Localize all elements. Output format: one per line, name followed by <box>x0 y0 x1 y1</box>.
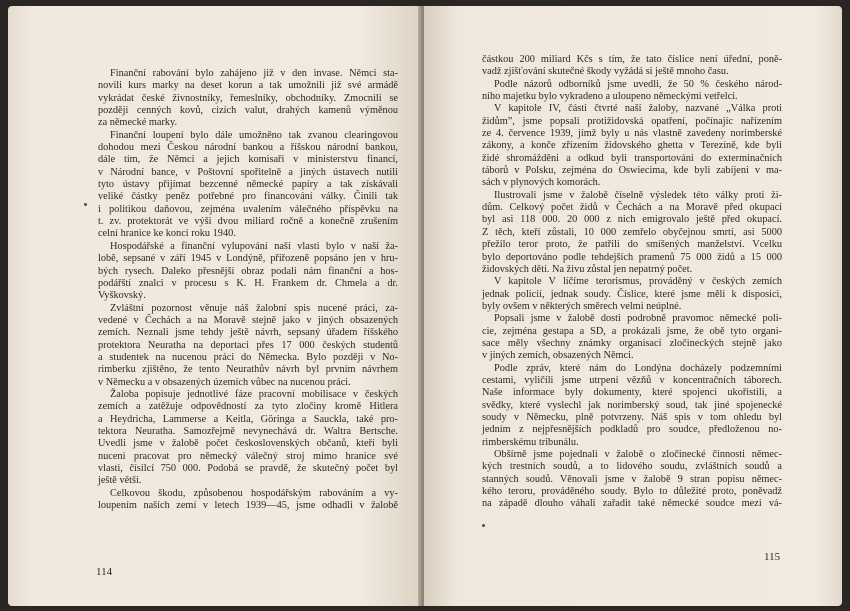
ink-speck <box>84 203 87 206</box>
text-line: tyto ústavy přijímat bezcenné německé papíry a tak získávali <box>98 179 398 191</box>
text-line: cestami, vyličili jsme utrpení vězňů v koncentračních táborech. <box>482 374 782 386</box>
left-page-text <box>98 68 398 512</box>
text-line: částkou 200 miliard Kčs s tím, že tato číslice není úřední, poně- <box>482 54 782 65</box>
text-line: židé shromážděni a odkud byli transportováni do exterminačních <box>482 152 782 164</box>
text-line: židovských dětí. Na živu zůstal jen nepatrný počet. <box>482 263 693 275</box>
ink-speck <box>482 524 485 527</box>
text-line: t. zv. protektorát ve výši dvou miliard ročně a konečně zrušením <box>98 216 398 228</box>
text-line: Finanční loupení bylo dále umožněno tak zvanou clearingovou <box>110 129 398 141</box>
text-line: protektora Neuratha na deportaci přes 17 000 českých studentů <box>98 339 398 351</box>
text-line: jednak policií, jednak soudy. Číslice, které jsme měli k disposici, <box>482 288 782 300</box>
text-line: Hospodářské a finanční vylupování naší vlasti bylo v naší ža- <box>110 240 398 252</box>
text-line: Vyškovský. <box>98 290 146 302</box>
text-line: za německé marky. <box>98 117 178 129</box>
text-line: byl asi 118 000. 20 000 z nich emigrovalo ještě před okupací. <box>482 214 782 226</box>
text-line: cie, zejména gestapa a SD, a prokázali jsme, že obě tyto organi- <box>482 325 782 337</box>
text-line: Popsali jsme v žalobě dosti podrobně pravomoc německé poli- <box>494 313 782 325</box>
text-line: židům”, jsme popsali protižidovská opatření, počínajíc nařízením <box>482 115 782 127</box>
text-line: a studentek na nucenou práci do Německa. Bylo později v No- <box>98 351 398 363</box>
text-line: Ilustrovali jsme v žalobě číselně výsledek této války proti ži- <box>494 189 782 201</box>
text-line: sace měly všechny známky organisací zločineckých stejně jako <box>482 337 782 349</box>
text-line: Naše informace byly dokumenty, které spojenci ukořistili, a <box>482 387 782 399</box>
text-line: ještě větší. <box>98 475 142 487</box>
text-line: ního majetku bylo vykradeno a uloupeno německými vetřelci. <box>482 91 738 103</box>
text-line: Podle názorů odborníků jsme uvedli, že 50 % českého národ- <box>494 78 782 90</box>
text-line: dále tím, že Němci a jejich komisaři v ministerstvu financí, <box>98 154 398 166</box>
text-line: novili kurs marky na deset korun a tak umožnili již své armádě <box>98 80 398 92</box>
text-line: celní hranice ke konci roku 1940. <box>98 228 236 240</box>
text-line: Uvedli jsme v žalobě počet československých občanů, kteří byli <box>98 438 398 450</box>
text-line: soudy v Německu, plně potvrzeny. Náš spis v tom ohledu byl <box>482 411 782 423</box>
text-line: táborů v Polsku, zejména do Oswiecima, kde byli zabíjeni v ma- <box>482 165 782 177</box>
text-line: rimberku zjištěno, že tento Neurathův návrh byl prvním návrhem <box>98 364 398 376</box>
left-page <box>8 6 422 606</box>
left-page-number: 114 <box>96 566 113 578</box>
text-line: V kapitole IV, části čtvrté naší žaloby, nazvané „Válka proti <box>494 103 782 115</box>
text-line: V kapitole V líčíme terorismus, prováděný v českých zemích <box>494 276 782 288</box>
text-line: podářští znalci v procesu s K. H. Frankem dr. Chmela a dr. <box>98 277 398 289</box>
text-line: rimberskému tribunálu. <box>482 436 579 448</box>
text-line: později cenných kovů, cizích valut, drahých kamenů výměnou <box>98 105 398 117</box>
text-line: vykrádat české živnostníky, řemeslníky, obchodníky. Zmocnili se <box>98 92 398 104</box>
text-line: byly ovšem v některých směrech velmi neúplné. <box>482 300 682 312</box>
text-line: Podle zpráv, které nám do Londýna docházely podzemními <box>494 362 782 374</box>
text-line: v Německu a v obsazených územích vůbec na nucenou práci. <box>98 376 351 388</box>
text-line: vedené v Čechách a na Moravě stejně jako v jiných obsazených <box>98 314 398 326</box>
text-line: svědky, které vyslechl jak norimberský soud, tak jiné spojenecké <box>482 399 782 411</box>
text-line: Zvláštní pozornost věnuje náš žalobní spis nucené práci, za- <box>110 302 398 314</box>
text-line: stanných soudů. Věnovali jsme v žalobě 9 stran popisu němec- <box>482 473 782 485</box>
text-line: loupením naších zemí v letech 1939—45, jsme odhadli v žalobě <box>98 500 398 512</box>
text-line: vlasti, čísilcí 750 000. Podobá se pravdě, že skutečný počet byl <box>98 463 398 474</box>
text-line: Finanční rabování bylo zahájeno již v den invase. Němci sta- <box>110 68 398 79</box>
right-page-text <box>482 54 782 511</box>
text-line: ze 4. července 1939, jímž byly u nás vlastně zavedeny norimberské <box>482 128 782 140</box>
text-line: bylo deportováno podle tehdejších pramenů 75 000 židů a 15 000 <box>482 251 782 263</box>
text-line: přežilo teror proto, že patřili do smíšených manželství. Vcelku <box>482 239 782 251</box>
text-line: dohodou mezi Českou národní bankou a říšskou národní bankou, <box>98 142 398 154</box>
text-line: Žaloba popisuje jednotlivé fáze pracovní mobilisace v českých <box>110 388 398 400</box>
text-line: kého teroru, prováděného soudy. Bylo to důležité proto, poněvadž <box>482 486 782 498</box>
text-line: sách v plynových komorách. <box>482 177 601 189</box>
text-line: lobě, sepsané v září 1945 v Londýně, přiřozeně popsáno jen v hru- <box>98 253 398 265</box>
text-line: dům. Celkový počet židů v Čechách a na Moravě před okupací <box>482 202 782 214</box>
text-line: na západě dlouho váhali zařadit také německé soudce mezi vá- <box>482 498 782 510</box>
text-line: i politikou daňovou, zejména uvalením válečného příspěvku na <box>98 203 398 215</box>
text-line: v Národní bance, v Poštovní spořitelně a jiných ústavech nutili <box>98 166 398 178</box>
text-line: nuceni pracovat pro německý válečný stroj mimo hranice své <box>98 450 398 462</box>
text-line: bých rysech. Daleko přesnější obraz podali nám finanční a hos- <box>98 265 398 277</box>
text-line: Z těch, kteří zůstali, 10 000 zemřelo obyčejnou smrtí, asi 5000 <box>482 226 782 238</box>
text-line: tektora Neuratha. Samozřejmě nevynechává dr. Waltra Bertsche. <box>98 425 398 437</box>
text-line: zemích. Neznali jsme tehdy ještě návrh, sepsaný úřadem říšského <box>98 327 398 339</box>
text-line: vadž zjišťování skutečné škody vyžádá si ještě mnoho času. <box>482 66 729 78</box>
text-line: Obšírně jsme pojednali v žalobě o zločinecké činnosti němec- <box>494 449 782 460</box>
text-line: v jiných zemích, obsazených Němci. <box>482 350 634 362</box>
text-line: Celkovou škodu, způsobenou hospodářským rabováním a vy- <box>110 487 398 499</box>
right-page-number: 115 <box>764 551 781 563</box>
text-line: a Heydricha, Lammerse a Keitla, Göringa a Sauckla, také pro- <box>98 413 398 425</box>
right-page <box>424 6 842 606</box>
text-line: jedním z nejpřesnějších podkladů pro soudce, předloženou no- <box>482 424 782 436</box>
text-line: veliké částky peněz potřebné pro financování války. Činili tak <box>98 191 398 203</box>
text-line: zákony, a konče zřízením židovského ghetta v Terezíně, kde byli <box>482 140 782 152</box>
text-line: zemích a zatěžuje odpovědností za tyto zločiny kromě Hitlera <box>98 401 398 413</box>
text-line: kých trestních soudů, a to lidového soudu, zvláštních soudů a <box>482 461 782 473</box>
